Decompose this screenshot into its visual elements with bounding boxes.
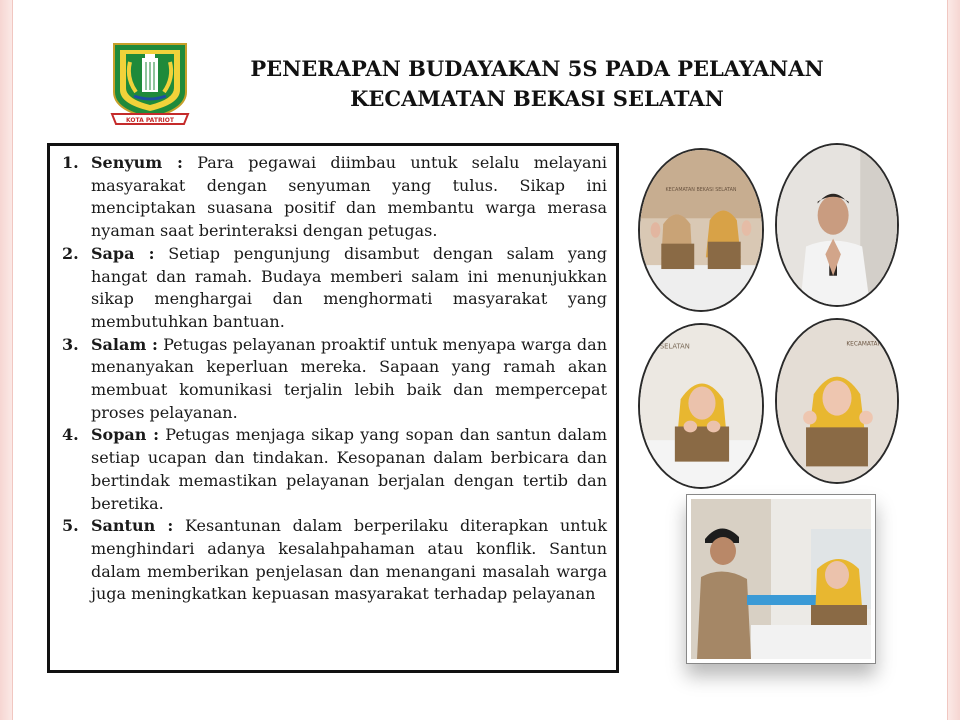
- right-decor-bar: [948, 0, 960, 720]
- list-number: 2.: [62, 243, 79, 263]
- list-item-sapa: [62, 243, 607, 334]
- page-title: [196, 54, 878, 114]
- title-line-1: PENERAPAN BUDAYAKAN 5S PADA PELAYANAN: [250, 56, 824, 81]
- principles-list: [62, 152, 607, 606]
- wall-sign-text: KECAMATAN BEKASI SELATAN: [665, 186, 737, 193]
- list-item-sopan: [62, 424, 607, 515]
- photo-two-staff-waving: [638, 148, 764, 312]
- photo-service-handover: [691, 499, 871, 659]
- city-emblem-logo: [108, 40, 192, 130]
- list-item-senyum: [62, 152, 607, 243]
- list-term: Santun :: [91, 516, 174, 536]
- right-decor-line: [947, 0, 948, 720]
- left-decor-line: [12, 0, 13, 720]
- list-text: Petugas menjaga sikap yang sopan dan santun dalam setiap ucapan dan tindakan. Kesopanan dalam berbicara dan bertindak memastikan pelayanan berjalan dengan tertib dan beretika.: [91, 425, 608, 513]
- wall-sign-text: KECAMATAN: [846, 341, 882, 348]
- left-decor-bar: [0, 0, 12, 720]
- list-item-salam: [62, 334, 607, 425]
- list-text: Kesantunan dalam berperilaku diterapkan untuk menghindari adanya kesalahpahaman atau konflik. Santun dalam memberikan penjelasan dan menangani masalah warga juga meningkatkan kepuasan masyarakat terhadap pelayanan: [91, 516, 608, 604]
- photo-frame-service-handover: [686, 494, 876, 664]
- logo-ribbon-text: KOTA PATRIOT: [125, 117, 175, 124]
- list-term: Senyum :: [91, 153, 183, 172]
- list-number: 5.: [62, 516, 79, 536]
- list-text: Petugas pelayanan proaktif untuk menyapa warga dan menanyakan keperluan mereka. Sapaan yang ramah akan membuat komunikasi terjalin lebih baik dan mempercepat proses pelayanan.: [91, 334, 608, 422]
- list-item-santun: [62, 515, 607, 606]
- list-number: 1.: [62, 153, 79, 172]
- list-term: Salam :: [91, 334, 158, 354]
- list-term: Sopan :: [91, 425, 160, 445]
- photo-staff-finger-heart-2: [775, 318, 899, 484]
- wall-sign-text: SELATAN: [659, 342, 690, 351]
- title-line-2: KECAMATAN BEKASI SELATAN: [350, 86, 724, 111]
- photo-staff-man-greeting: [775, 143, 899, 307]
- photo-staff-finger-heart-1: [638, 323, 764, 489]
- list-number: 3.: [62, 334, 79, 354]
- list-term: Sapa :: [91, 243, 155, 263]
- list-text: Setiap pengunjung disambut dengan salam yang hangat dan ramah. Budaya memberi salam ini menunjukkan sikap menghargai dan menghormati masyarakat yang membutuhkan bantuan.: [91, 243, 608, 331]
- list-text: Para pegawai diimbau untuk selalu melayani masyarakat dengan senyuman yang tulus. Sikap ini menciptakan suasana positif dan membantu warga merasa nyaman saat berinteraksi dengan petugas.: [91, 153, 608, 241]
- list-number: 4.: [62, 425, 79, 445]
- principles-text-box: [47, 143, 619, 673]
